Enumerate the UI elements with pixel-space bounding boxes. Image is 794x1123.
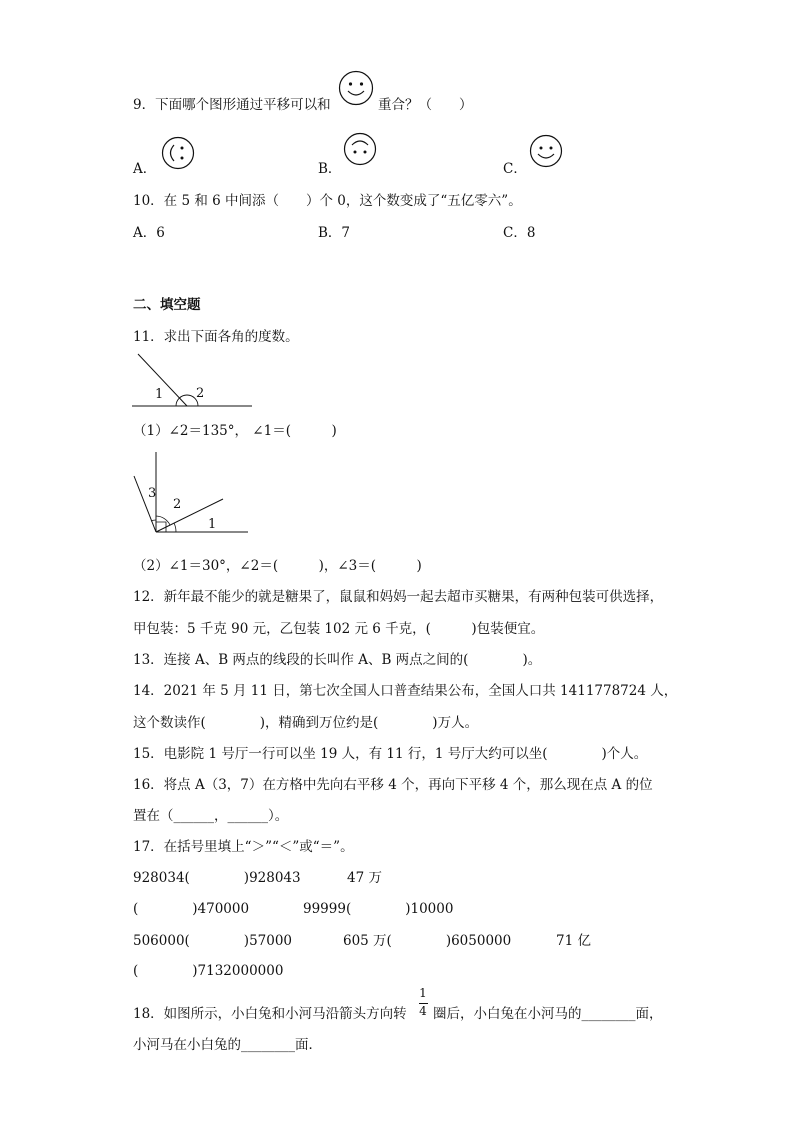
q10-option-a[interactable]: A．6 (133, 225, 165, 241)
q12-line-1: 12．新年最不能少的就是糖果了，鼠鼠和妈妈一起去超市买糖果，有两种包装可供选择， (133, 589, 664, 605)
q10-option-c[interactable]: C．8 (503, 225, 536, 241)
fig1-label-2: 2 (196, 386, 205, 401)
q9-option-b-label[interactable]: B． (318, 161, 342, 177)
q11-part-2: （2）∠1＝30°，∠2＝( )，∠3＝( ) (133, 558, 422, 574)
q17-row2-col1: ( )470000 (133, 901, 250, 917)
q9-stem-a: 9．下面哪个图形通过平移可以和 (133, 97, 331, 113)
smiley-reference-icon (338, 70, 374, 106)
q10-stem: 10．在 5 和 6 中间添（ ）个 0，这个数变成了“五亿零六”。 (133, 193, 522, 209)
q17-row3-col1: 506000( )57000 (133, 933, 293, 949)
fig1-label-1: 1 (155, 387, 164, 402)
q18-line-1-b: 圈后，小白兔在小河马的________面， (433, 1006, 663, 1022)
fig2-label-1: 1 (208, 517, 217, 532)
q17-stem: 17．在括号里填上“＞”“＜”或“＝”。 (133, 839, 354, 855)
q17-row4-col1: ( )7132000000 (133, 963, 284, 979)
angle-figure-1 (130, 350, 260, 412)
fraction-numerator: 1 (419, 986, 427, 1000)
q12-line-2: 甲包装：5 千克 90 元，乙包装 102 元 6 千克，( )包装便宜。 (133, 621, 545, 637)
q11-part-1: （1）∠2＝135°， ∠1＝( ) (133, 423, 337, 439)
smiley-upside-down-icon[interactable] (343, 132, 377, 166)
q14-line-1: 14．2021 年 5 月 11 日，第七次全国人口普查结果公布，全国人口共 1411778724 人， (133, 683, 678, 699)
fig2-label-2: 2 (173, 497, 182, 512)
q9-option-a-label[interactable]: A． (133, 161, 157, 177)
q18-line-1-a: 18．如图所示，小白兔和小河马沿箭头方向转 (133, 1006, 407, 1022)
q17-row2-col2: 99999( )10000 (303, 901, 454, 917)
fig2-label-3: 3 (148, 486, 157, 501)
smiley-rotated-left-icon[interactable] (161, 136, 195, 170)
q16-line-2: 置在（______，______）。 (133, 808, 289, 824)
q14-line-2: 这个数读作( )，精确到万位约是( )万人。 (133, 715, 479, 731)
q9-stem-b: 重合？（ ） (378, 97, 473, 113)
q11-stem: 11．求出下面各角的度数。 (133, 329, 299, 345)
q9-option-c-label[interactable]: C． (503, 161, 527, 177)
q17-row1-col1: 928034( )928043 (133, 870, 301, 886)
section-title: 二、填空题 (133, 297, 201, 313)
fraction-denominator: 4 (419, 1004, 427, 1018)
q17-row1-col2: 47 万 (347, 870, 382, 886)
q18-line-2: 小河马在小白兔的________面． (133, 1037, 322, 1053)
q16-line-1: 16．将点 A（3，7）在方格中先向右平移 4 个，再向下平移 4 个，那么现在点 A 的位 (133, 777, 653, 793)
q13-text: 13．连接 A、B 两点的线段的长叫作 A、B 两点之间的( )。 (133, 652, 542, 668)
q17-row3-col3: 71 亿 (556, 933, 591, 949)
q15-text: 15．电影院 1 号厅一行可以坐 19 人，有 11 行，1 号厅大约可以坐( )个人。 (133, 746, 648, 762)
smiley-upright-icon[interactable] (529, 134, 563, 168)
q10-option-b[interactable]: B．7 (318, 225, 351, 241)
q17-row3-col2: 605 万( )6050000 (343, 933, 512, 949)
